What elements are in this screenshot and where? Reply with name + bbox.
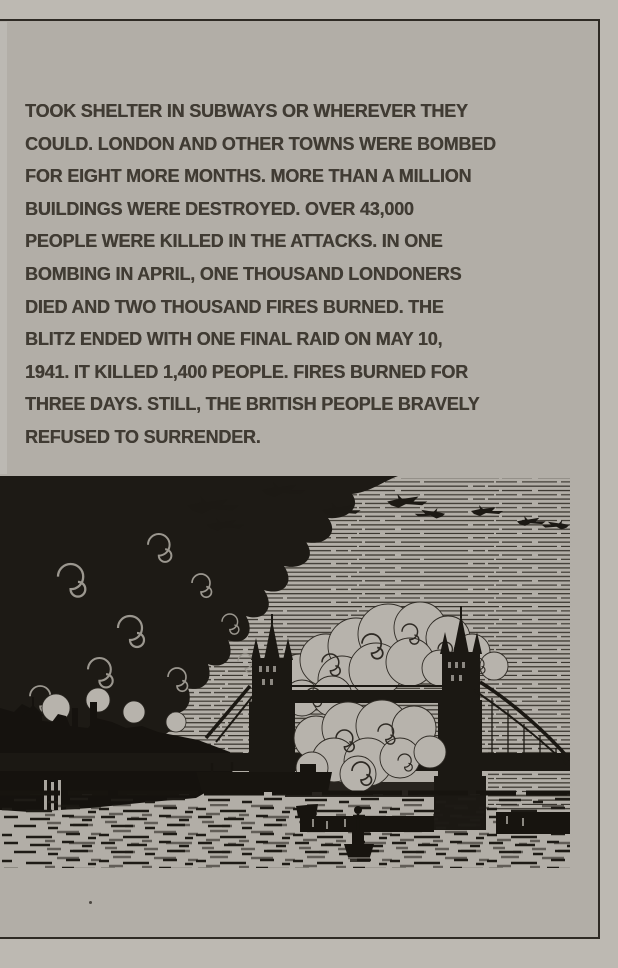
paragraph-line: FOR EIGHT MORE MONTHS. MORE THAN A MILLION: [25, 166, 472, 187]
blitz-illustration: [0, 476, 570, 876]
factory-chimney: [72, 708, 78, 748]
paragraph-line: BOMBING IN APRIL, ONE THOUSAND LONDONERS: [25, 263, 462, 284]
paragraph-line: PEOPLE WERE KILLED IN THE ATTACKS. IN ONE: [25, 231, 443, 252]
paragraph-line: BLITZ ENDED WITH ONE FINAL RAID ON MAY 10,: [25, 329, 443, 350]
page-gutter-highlight: [0, 22, 7, 474]
paragraph-line: 1941. IT KILLED 1,400 PEOPLE. FIRES BURNED FOR: [25, 361, 468, 382]
bridge-walkway: [270, 690, 446, 703]
paragraph-line: COULD. LONDON AND OTHER TOWNS WERE BOMBED: [25, 133, 496, 154]
ink-speck: [89, 901, 92, 904]
paragraph-line: THREE DAYS. STILL, THE BRITISH PEOPLE BRAVELY: [25, 394, 480, 415]
moored-boats-row: [300, 816, 434, 832]
bridge-road-deck: [0, 753, 570, 771]
paragraph-line: TOOK SHELTER IN SUBWAYS OR WHEREVER THEY: [25, 101, 468, 121]
factory-chimney: [90, 702, 97, 748]
story-paragraph: [25, 95, 585, 454]
paragraph-line: DIED AND TWO THOUSAND FIRES BURNED. THE: [25, 296, 444, 317]
paragraph-line: BUILDINGS WERE DESTROYED. OVER 43,000: [25, 198, 414, 219]
paragraph-line: REFUSED TO SURRENDER.: [25, 426, 261, 447]
small-boat: [296, 804, 318, 817]
